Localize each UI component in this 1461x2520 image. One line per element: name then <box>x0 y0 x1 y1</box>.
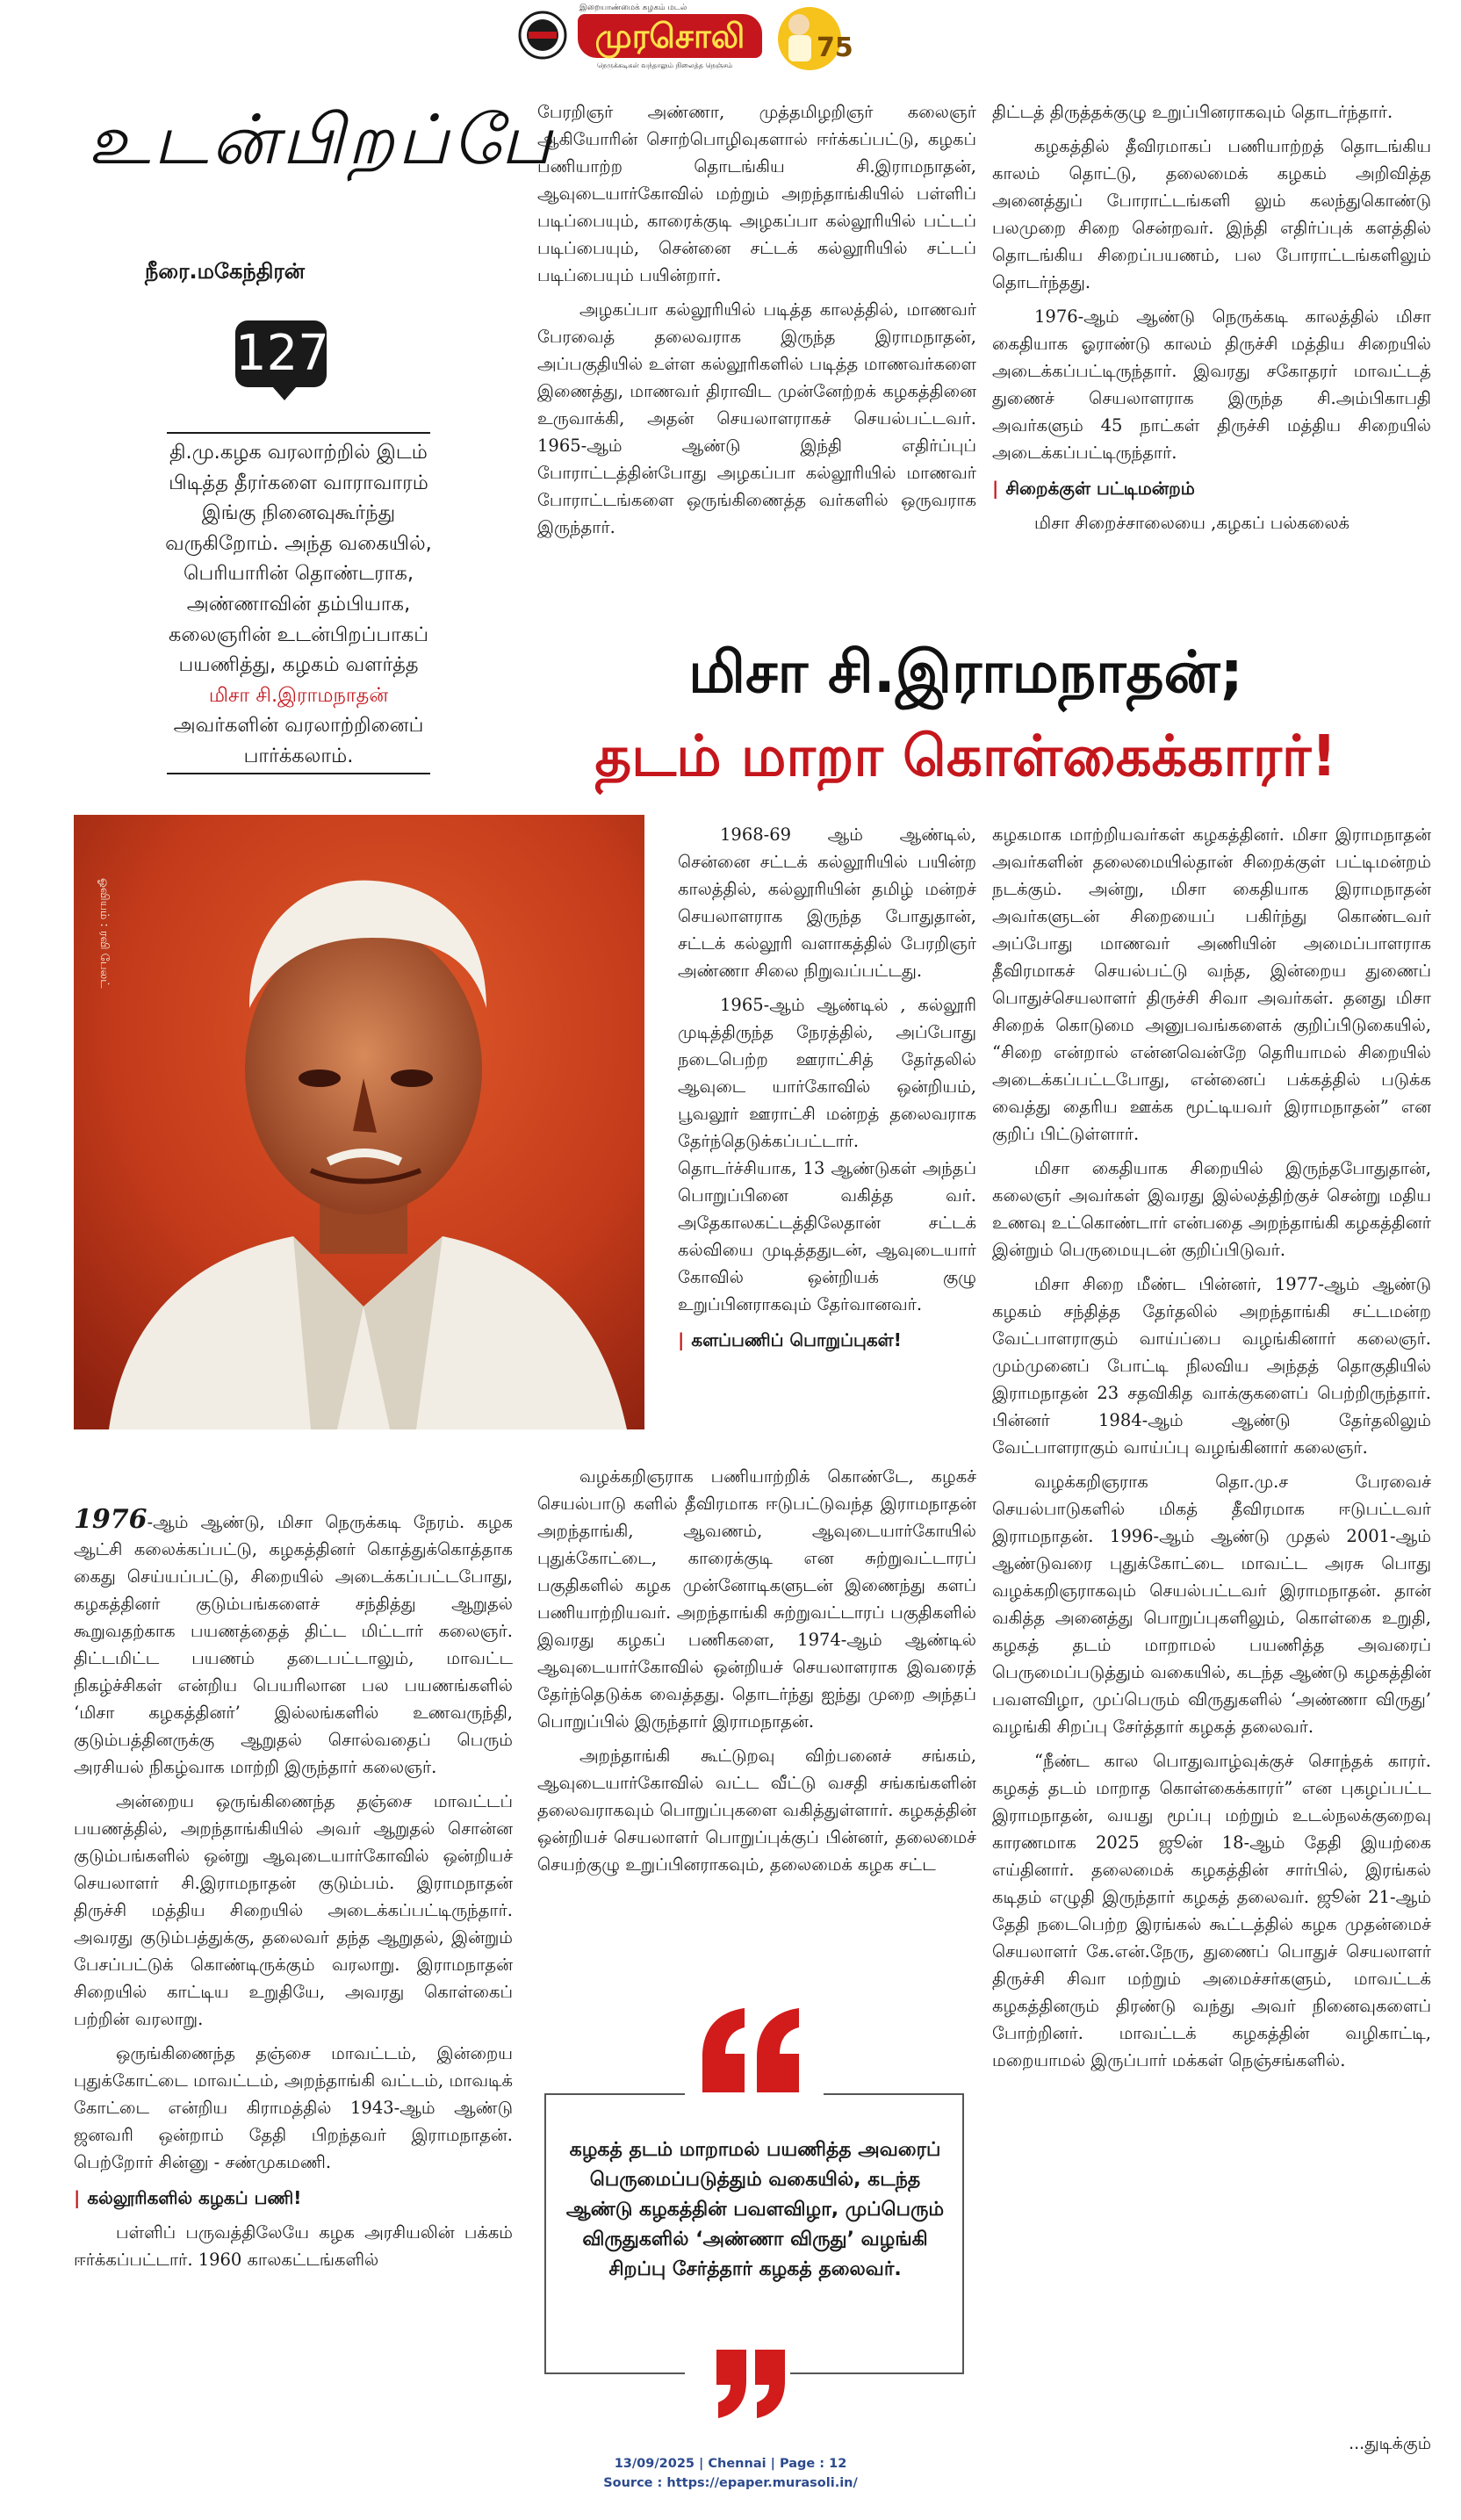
paragraph: மிசா சிறைச்சாலையை ,கழகப் பல்கலைக் <box>1034 513 1349 533</box>
dropcap-year: 1976 <box>74 1504 148 1535</box>
paragraph: அழகப்பா கல்லூரியில் படித்த காலத்தில், மாணவர் பேரவைத் தலைவராக இருந்த இராமநாதன், அப்பகுதியில் உள்ள கல்லூரிகளில் படித்த மாணவர்களை இணைத்து, மாணவர் திராவிட முன்னேற்றக் கழகத்தினை உருவாக்கி, அதன் செயலாளராகச் செயல்பட்டவர். 1965-ஆம் ஆண்டு இந்தி எதிர்ப்புப் போராட்டத்தின்போது அழகப்பா கல்லூரியில் மாணவர் போராட்டங்களை ஒருங்கிணைத்த வர்களில் ஒருவராக இருந்தார். <box>537 299 976 537</box>
paragraph: திட்டத் திருத்தக்குழு உறுப்பினராகவும் தொடர்ந்தார். <box>992 102 1393 122</box>
open-quote-icon <box>694 2005 808 2101</box>
masthead <box>518 4 939 76</box>
subheading: | களப்பணிப் பொறுப்புகள்! <box>678 1329 902 1350</box>
portrait-painting <box>74 815 644 1429</box>
intro-text: தி.மு.கழக வரலாற்றில் இடம் பிடித்த தீரர்களை வாராவாரம் இங்கு நினைவுகூர்ந்து வருகிறோம். அந்த வகையில், பெரியாரின் தொண்டராக, அண்ணாவின் தம்பியாக, கலைஞரின் உடன்பிறப்பாகப் பயணித்து, கழகம் வளர்த்த <box>165 441 432 677</box>
headline <box>479 630 1453 815</box>
paragraph: 1965-ஆம் ஆண்டில் , கல்லூரி முடித்திருந்த நேரத்தில், அப்போது நடைபெற்ற ஊராட்சித் தேர்தலில் ஆவுடை யார்கோவில் ஒன்றியம், பூவலூர் ஊராட்சி மன்றத் தலைவராக தேர்ந்தெடுக்கப்பட்டார். தொடர்ச்சியாக, 13 ஆண்டுகள் அந்தப் பொறுப்பினை வகித்த வர். அதேகாலகட்டத்திலேதான் சட்டக் கல்வியை முடித்ததுடன், ஆவுடையார் கோவில் ஒன்றியக் குழு உறுப்பினராகவும் தேர்வானவர். <box>678 995 976 1314</box>
masthead-logo: முரசொலி <box>578 14 762 58</box>
paragraph: கழகமாக மாற்றியவர்கள் கழகத்தினர். மிசா இராமநாதன் அவர்களின் தலைமையில்தான் சிறைக்குள் பட்டிமன்றம் நடக்கும். அன்று, மிசா கைதியாக இராமநாதன் அவர்களுடன் சிறையைப் பகிர்ந்து கொண்டவர் அப்போது மாணவர் அணியின் அமைப்பாளராக தீவிரமாகச் செயல்பட்டு வந்த, இன்றைய துணைப் பொதுச்செயலாளர் திருச்சி சிவா அவர்கள். தனது மிசா சிறைக் கொடுமை அனுபவங்களைக் குறிப்பிடுகையில், “சிறை என்றால் என்னவென்றே தெரியாமல் சிறையில் அடைக்கப்பட்டபோது, என்னைப் பக்கத்தில் படுக்க வைத்து தைரிய ஊக்க மூட்டியவர் இராமநாதன்” என குறிப் பிட்டுள்ளார். <box>992 824 1431 1144</box>
paragraph: அறந்தாங்கி கூட்டுறவு விற்பனைச் சங்கம், ஆவுடையார்கோவில் வட்ட வீட்டு வசதி சங்கங்களின் தலைவராகவும் பொறுப்புகளை வகித்துள்ளார். கழகத்தின் ஒன்றியச் செயலாளர் பொறுப்புக்குப் பின்னர், தலைமைச் செயற்குழு உறுப்பினராகவும், தலைமைக் கழக சட்ட <box>537 1746 976 1875</box>
article-col1 <box>74 1506 513 2280</box>
masthead-tagline: நெருக்கடிகள் வந்தாலும் நிலைத்த நெஞ்சம் <box>597 61 733 69</box>
paragraph: ஒருங்கிணைந்த தஞ்சை மாவட்டம், இன்றைய புதுக்கோட்டை மாவட்டம், அறந்தாங்கி வட்டம், மாவடிக் கோட்டை என்றிய கிராமத்தில் 1943-ஆம் ஆண்டு ஜனவரி ஒன்றாம் தேதி பிறந்தவர் இராமநாதன். பெற்றோர் சின்னு - சண்முகமணி. <box>74 2043 513 2172</box>
intro-highlight-name: மிசா சி.இராமநாதன் <box>208 683 389 707</box>
article-col3-top <box>992 98 1431 544</box>
divider <box>167 773 430 774</box>
paragraph: கழகத்தில் தீவிரமாகப் பணியாற்றத் தொடங்கிய காலம் தொட்டு, தலைமைக் கழகம் அறிவித்த அனைத்துப் போராட்டங்களி லும் கலந்துகொண்டு பலமுறை சிறை சென்றவர். இந்தி எதிர்ப்புக் களத்தில் தொடங்கிய சிறைப்பயணம், பல போராட்டங்களிலும் தொடர்ந்தது. <box>992 136 1431 292</box>
subheading: | சிறைக்குள் பட்டிமன்றம் <box>992 478 1195 499</box>
paragraph: மிசா கைதியாக சிறையில் இருந்தபோதுதான், கலைஞர் அவர்கள் இவரது இல்லத்திற்குச் சென்று மதிய உணவு உட்கொண்டார் என்பதை அறந்தாங்கி கழகத்தினர் இன்றும் பெருமையுடன் குறிப்பிடுவர். <box>992 1158 1431 1260</box>
paragraph: மிசா சிறை மீண்ட பின்னர், 1977-ஆம் ஆண்டு கழகம் சந்தித்த தேர்தலில் அறந்தாங்கி சட்டமன்ற வேட்பாளராகும் வாய்ப்பை வழங்கினார் கலைஞர். மும்முனைப் போட்டி நிலவிய அந்தத் தொகுதியில் இராமநாதன் 23 சதவிகித வாக்குகளைப் பெற்றிருந்தார். பின்னர் 1984-ஆம் ஆண்டு தேர்தலிலும் வேட்பாளராகும் வாய்ப்பு வழங்கினார் கலைஞர். <box>992 1274 1431 1458</box>
article-col2-mid-upper <box>678 821 976 1361</box>
paragraph: அன்றைய ஒருங்கிணைந்த தஞ்சை மாவட்டப் பயணத்தில், அறந்தாங்கியில் அவர் ஆறுதல் சொன்ன குடும்பங்களில் ஒன்று ஆவுடையார்கோவில் ஒன்றியச் செயலாளர் சி.இராமநாதன் குடும்பம். இராமநாதன் திருச்சி மத்திய சிறையில் அடைக்கப்பட்டிருந்தார். அவரது குடும்பத்துக்கு, தலைவர் தந்த ஆறுதல், இன்றும் பேசப்பட்டுக் கொண்டிருக்கும் வரலாறு. இராமநாதன் சிறையில் காட்டிய உறுதியே, அவரது கொள்கைப் பற்றின் வரலாறு. <box>74 1791 513 2029</box>
article-col2-top <box>537 98 976 548</box>
frame-edge <box>544 2093 685 2095</box>
paragraph: 1976-ஆம் ஆண்டு, மிசா நெருக்கடி நேரம். கழக ஆட்சி கலைக்கப்பட்டு, கழகத்தினர் கொத்துக்கொத்தாக கைது செய்யப்பட்டு, சிறையில் அடைக்கப்பட்டபோது, கழகத்தினர் குடும்பங்களைச் சந்தித்து ஆறுதல் கூறுவதற்காக பயணத்தைத் திட்ட மிட்டார் கலைஞர். திட்டமிட்ட பயணம் தடைபட்டாலும், மாவட்ட நிகழ்ச்சிகள் என்றிய பெயரிலான பல பயணங்களில் ‘மிசா கழகத்தினர்’ இல்லங்களில் உணவருந்தி, குடும்பத்தினருக்கு ஆறுதல் சொல்வதைப் பெரும் அரசியல் நிகழ்வாக மாற்றி இருந்தார் கலைஞர். <box>74 1504 513 1777</box>
author-byline: நீரை.மகேந்திரன் <box>145 259 306 284</box>
series-title: உடன்பிறப்பே <box>88 101 556 180</box>
badge-pointer <box>272 386 297 400</box>
subheading: | கல்லூரிகளில் கழகப் பணி! <box>74 2187 302 2208</box>
footer-source-link[interactable]: Source : https://epaper.murasoli.in/ <box>603 2476 858 2490</box>
intro-blurb <box>154 437 443 772</box>
pull-quote-text: கழகத் தடம் மாறாமல் பயணித்த அவரைப் பெருமைப்படுத்தும் வகையில், கடந்த ஆண்டு கழகத்தின் பவளவிழா, முப்பெரும் விருதுகளில் ‘அண்ணா விருது’ வழங்கி சிறப்பு சேர்த்தார் கழகத் தலைவர். <box>565 2139 945 2280</box>
masthead-top-line: இறையாண்மைக் கழகம் மடல் <box>579 4 687 12</box>
episode-number-badge: 127 <box>235 320 327 387</box>
paragraph: 1968-69 ஆம் ஆண்டில், சென்னை சட்டக் கல்லூரியில் பயின்ற காலத்தில், கல்லூரியின் தமிழ் மன்றச் செயலாளராக இருந்த போதுதான், சட்டக் கல்லூரி வளாகத்தில் பேரறிஞர் அண்ணா சிலை நிறுவப்பட்டது. <box>678 824 976 981</box>
paragraph: “நீண்ட கால பொதுவாழ்வுக்குச் சொந்தக் காரர். கழகத் தடம் மாறாத கொள்கைக்காரர்” என புகழப்பட்ட இராமநாதன், வயது மூப்பு மற்றும் உடல்நலக்குறைவு காரணமாக 2025 ஜூன் 18-ஆம் தேதி இயற்கை எய்தினார். தலைமைக் கழகத்தின் சார்பில், இரங்கல் கடிதம் எழுதி இருந்தார் கழகத் தலைவர். ஜூன் 21-ஆம் தேதி நடைபெற்ற இரங்கல் கூட்டத்தில் கழக முதன்மைச் செயலாளர் கே.என்.நேரு, துணைப் பொதுச் செயலாளர் திருச்சி சிவா மற்றும் அமைச்சர்களும், மாவட்டக் கழகத்தினரும் திரண்டு வந்து அவர் நினைவுகளைப் போற்றினர். மாவட்டக் கழகத்தின் வழிகாட்டி, மறையாமல் இருப்பார் மக்கள் நெஞ்சங்களில். <box>992 1751 1431 2070</box>
art-credit: ஓவியம் : ரவி பேலட் <box>97 878 111 989</box>
frame-edge <box>824 2093 964 2095</box>
paragraph: பள்ளிப் பருவத்திலேயே கழக அரசியலின் பக்கம் ஈர்க்கப்பட்டார். 1960 காலகட்டங்களில் <box>74 2222 513 2270</box>
portrait-illustration <box>74 815 644 1429</box>
article-col3-mid <box>992 821 1431 2081</box>
page-footer <box>379 2454 1082 2493</box>
anniversary-number: 75 <box>817 32 853 63</box>
intro-text-end: அவர்களின் வரலாற்றினைப் பார்க்கலாம். <box>173 714 424 767</box>
continued-marker: ...துடிக்கும் <box>1349 2434 1431 2453</box>
footer-date-page: 13/09/2025 | Chennai | Page : 12 <box>614 2457 847 2471</box>
headline-line-2: தடம் மாறா கொள்கைக்காரர்! <box>594 724 1337 789</box>
article-col2-mid-lower <box>537 1463 976 1885</box>
paragraph: பேரறிஞர் அண்ணா, முத்தமிழறிஞர் கலைஞர் ஆகியோரின் சொற்பொழிவுகளால் ஈர்க்கப்பட்டு, கழகப் பணியாற்ற தொடங்கிய சி.இராமநாதன், ஆவுடையார்கோவில் மற்றும் அறந்தாங்கியில் பள்ளிப் படிப்பையும், காரைக்குடி அழகப்பா கல்லூரியில் பட்டப் படிப்பையும், சென்னை சட்டக் கல்லூரியில் சட்டப் படிப்பையும் பயின்றார். <box>537 102 976 285</box>
close-quote-icon <box>711 2346 790 2422</box>
headline-line-1: மிசா சி.இராமநாதன்; <box>688 638 1243 706</box>
divider <box>167 432 430 434</box>
paragraph: வழக்கறிஞராக தொ.மு.ச பேரவைச் செயல்பாடுகளில் மிகத் தீவிரமாக ஈடுபட்டவர் இராமநாதன். 1996-ஆம் ஆண்டு முதல் 2001-ஆம் ஆண்டுவரை புதுக்கோட்டை மாவட்ட அரசு பொது வழக்கறிஞராகவும் செயல்பட்டவர் இராமநாதன். தான் வகித்த அனைத்து பொறுப்புகளிலும், கொள்கை உறுதி, கழகத் தடம் மாறாமல் பயணித்த அவரைப் பெருமைப்படுத்தும் வகையில், கடந்த ஆண்டு கழகத்தின் பவளவிழா, முப்பெரும் விருதுகளில் ‘அண்ணா விருது’ வழங்கி சிறப்பு சேர்த்தார் கழகத் தலைவர். <box>992 1472 1431 1737</box>
party-emblem-icon <box>518 9 567 61</box>
paragraph: 1976-ஆம் ஆண்டு நெருக்கடி காலத்தில் மிசா கைதியாக ஓராண்டு காலம் திருச்சி மத்திய சிறையில் அடைக்கப்பட்டிருந்தார். இவரது சகோதரர் மாவட்டத் துணைச் செயலாளராக இருந்த சி.அம்பிகாபதி அவர்களும் 45 நாட்கள் திருச்சி மத்திய சிறையில் அடைக்கப்பட்டிருந்தார். <box>992 306 1431 463</box>
paragraph: வழக்கறிஞராக பணியாற்றிக் கொண்டே, கழகச் செயல்பாடு களில் தீவிரமாக ஈடுபட்டுவந்த இராமநாதன் அறந்தாங்கி, ஆவணம், ஆவுடையார்கோயில் புதுக்கோட்டை, காரைக்குடி என சுற்றுவட்டாரப் பகுதிகளில் கழக முன்னோடிகளுடன் இணைந்து களப் பணியாற்றியவர். அறந்தாங்கி சுற்றுவட்டாரப் பகுதிகளில் இவரது கழகப் பணிகளை, 1974-ஆம் ஆண்டில் ஆவுடையார்கோவில் ஒன்றியச் செயலாளராக இவரைத் தேர்ந்தெடுக்க வைத்தது. தொடர்ந்து ஐந்து முறை அந்தப் பொறுப்பில் இருந்தார் இராமநாதன். <box>537 1466 976 1732</box>
anniversary-75-badge <box>773 4 853 76</box>
